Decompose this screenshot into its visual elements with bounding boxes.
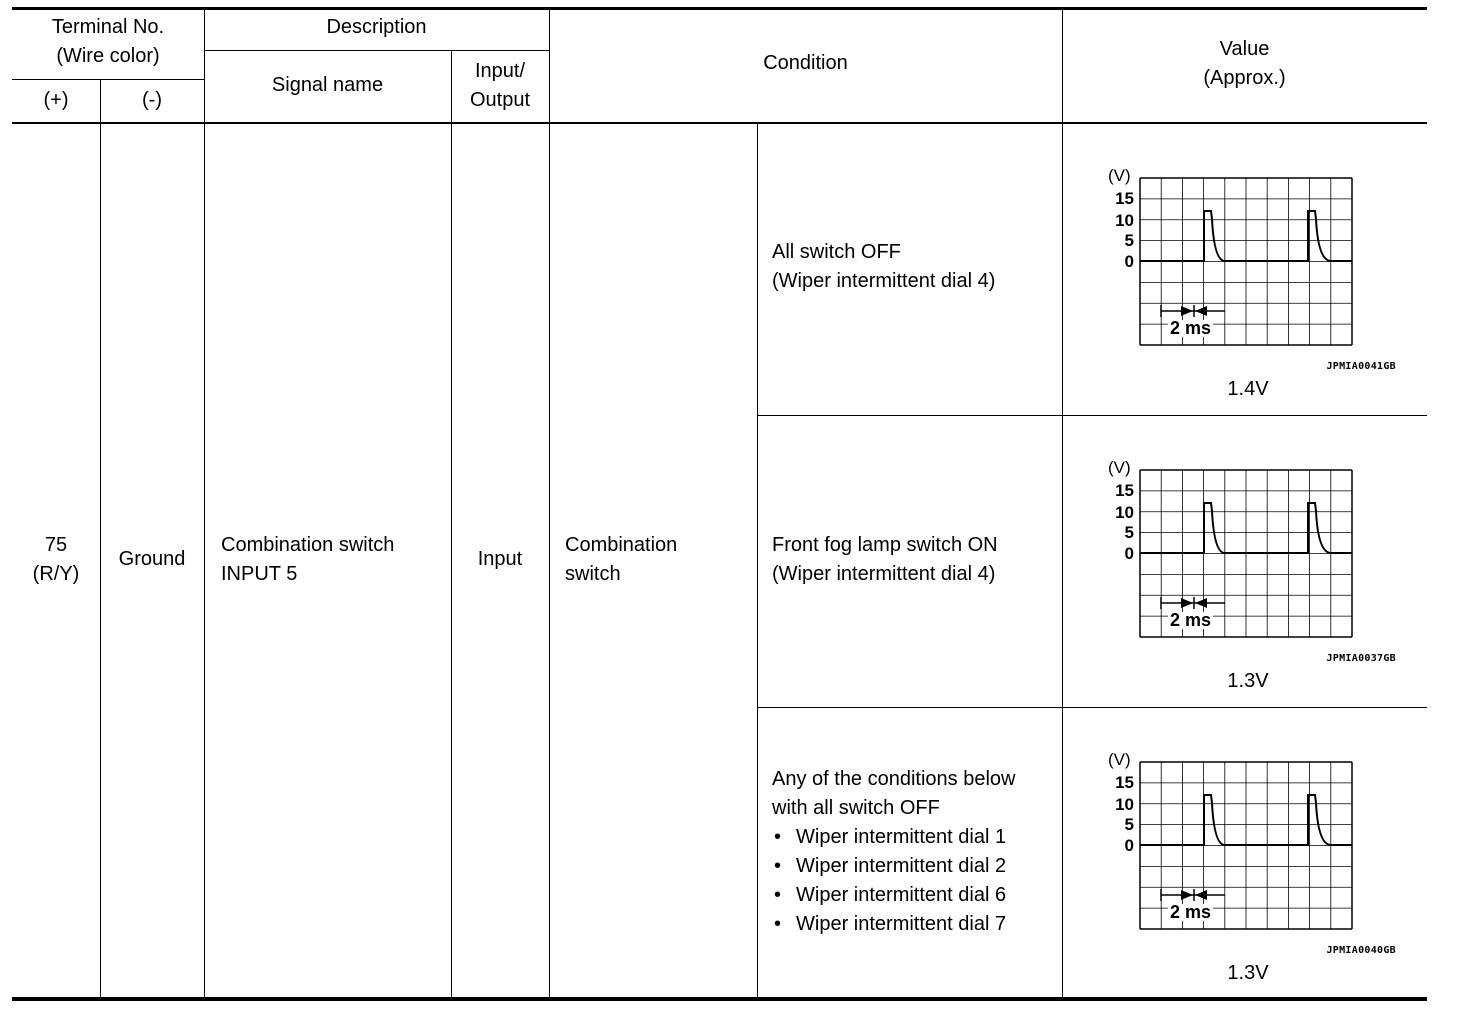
subrow-1-condition-2: (Wiper intermittent dial 4) [772,270,996,292]
table-header-divider [12,122,1427,124]
subrow-3-condition-1: Any of the conditions below [772,768,1016,790]
scope-time-label: 2 ms [1170,610,1212,630]
scope-unit-label: (V) [1108,458,1131,477]
oscilloscope-graph [1100,457,1400,667]
scope-tick-label: 10 [1115,211,1134,230]
header-value-1: Value [1219,38,1270,60]
subrow-3-condition-2: with all switch OFF [772,797,940,819]
oscilloscope-graph [1100,165,1400,375]
table-bottom-border [12,997,1427,1001]
scope-time-label: 2 ms [1170,318,1212,338]
header-terminal-no: Terminal No. [51,16,165,38]
time-arrow-left-icon [1195,890,1207,900]
description-sub-divider [204,50,549,51]
terminal-sub-divider [12,79,204,80]
figure-code: JPMIA0037GB [1326,653,1396,664]
time-arrow-right-icon [1181,598,1193,608]
condition-list-item: • Wiper intermittent dial 7 [772,910,1006,939]
header-input-output-2: Output [469,89,531,111]
waveform-figure [1100,749,1400,959]
table-top-border [12,7,1427,10]
scope-tick-label: 15 [1115,189,1134,208]
scope-tick-label: 15 [1115,773,1134,792]
terminal-minus: Ground [118,548,186,570]
signal-name-line-1: Combination switch [221,534,395,556]
figure-code: JPMIA0041GB [1326,361,1396,372]
col-divider-condition [549,9,550,998]
time-arrow-right-icon [1181,306,1193,316]
condition-main-line-1: Combination [565,534,678,556]
scope-unit-label: (V) [1108,750,1131,769]
io-value: Input [477,548,523,570]
col-divider-condition-sub [757,123,758,998]
signal-name-line-2: INPUT 5 [221,563,298,585]
condition-list-item: • Wiper intermittent dial 6 [772,881,1006,910]
header-description: Description [326,16,427,38]
scope-tick-label: 10 [1115,503,1134,522]
figure-code: JPMIA0040GB [1326,945,1396,956]
scope-tick-label: 0 [1124,544,1134,563]
header-minus: (-) [142,89,162,111]
header-plus: (+) [43,89,69,111]
value-approx: 1.4V [1227,378,1269,400]
scope-tick-label: 10 [1115,795,1134,814]
terminal-plus-number: 75 [44,534,68,556]
subrow-divider-2 [757,707,1427,708]
col-divider-value [1062,9,1063,998]
subrow-2-condition-2: (Wiper intermittent dial 4) [772,563,996,585]
waveform-figure [1100,165,1400,375]
subrow-2-condition-1: Front fog lamp switch ON [772,534,998,556]
time-arrow-left-icon [1195,306,1207,316]
scope-unit-label: (V) [1108,166,1131,185]
condition-list-item: • Wiper intermittent dial 1 [772,823,1006,852]
scope-tick-label: 0 [1124,836,1134,855]
terminal-plus-color: (R/Y) [32,563,80,585]
scope-tick-label: 5 [1124,523,1134,542]
scope-time-label: 2 ms [1170,902,1212,922]
subrow-1-condition-1: All switch OFF [772,241,901,263]
scope-tick-label: 5 [1124,815,1134,834]
header-signal-name: Signal name [271,74,384,96]
condition-list-item: • Wiper intermittent dial 2 [772,852,1006,881]
subrow-divider-1 [757,415,1427,416]
col-divider-minus [100,80,101,998]
scope-tick-label: 5 [1124,231,1134,250]
scope-tick-label: 15 [1115,481,1134,500]
condition-main-line-2: switch [565,563,621,585]
value-approx: 1.3V [1227,670,1269,692]
waveform-figure [1100,457,1400,667]
header-condition: Condition [763,52,848,74]
value-approx: 1.3V [1227,962,1269,984]
col-divider-io [451,51,452,998]
col-divider-signal [204,9,205,998]
header-value-2: (Approx.) [1203,67,1286,89]
oscilloscope-graph [1100,749,1400,959]
subrow-3-condition-list [772,823,1006,939]
header-wire-color: (Wire color) [56,45,160,67]
time-arrow-left-icon [1195,598,1207,608]
header-input-output-1: Input/ [474,60,526,82]
time-arrow-right-icon [1181,890,1193,900]
scope-tick-label: 0 [1124,252,1134,271]
